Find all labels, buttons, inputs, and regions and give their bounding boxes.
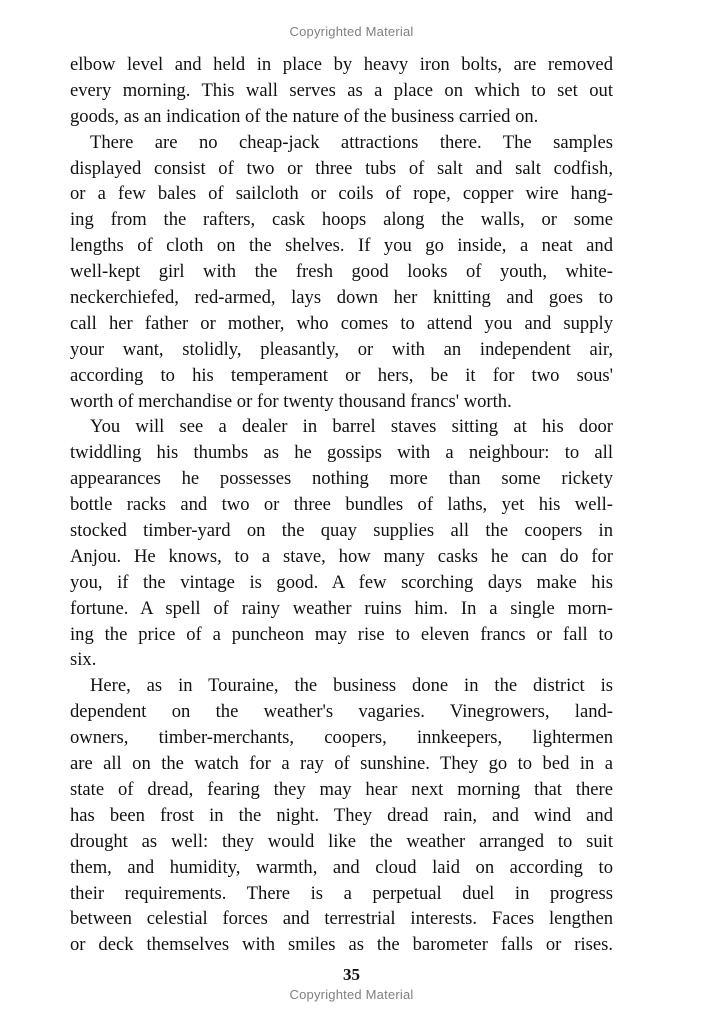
text-line: fortune. A spell of rainy weather ruins him. In a single morn- (70, 597, 613, 619)
text-line: Anjou. He knows, to a stave, how many casks he can do for (70, 545, 613, 567)
text-line: drought as well: they would like the weather arranged to suit (70, 830, 613, 852)
text-line: worth of merchandise or for twenty thousand francs' worth. (70, 390, 512, 412)
text-line: bottle racks and two or three bundles of laths, yet his well- (70, 494, 613, 516)
text-line: appearances he possesses nothing more than some rickety (70, 468, 613, 490)
text-line: lengths of cloth on the shelves. If you go inside, a neat and (70, 235, 613, 257)
text-line: according to his temperament or hers, be it for two sous' (70, 364, 613, 386)
text-line: you, if the vintage is good. A few scorching days make his (70, 571, 613, 593)
copyright-watermark-top: Copyrighted Material (289, 24, 414, 39)
paragraph-start-line: There are no cheap-jack attractions there. The samples (90, 131, 613, 153)
text-line: are all on the watch for a ray of sunshine. They go to bed in a (70, 753, 613, 775)
text-line: every morning. This wall serves as a place on which to set out (70, 79, 613, 101)
text-line: or a few bales of sailcloth or coils of rope, copper wire hang- (70, 183, 613, 205)
text-line: well-kept girl with the fresh good looks of youth, white- (70, 261, 613, 283)
text-line: goods, as an indication of the nature of the business carried on. (70, 105, 539, 127)
text-line: stocked timber-yard on the quay supplies all the coopers in (70, 520, 613, 542)
text-line: owners, timber-merchants, coopers, innkeepers, lightermen (70, 727, 613, 749)
page-body (70, 52, 613, 958)
text-line: them, and humidity, warmth, and cloud laid on according to (70, 856, 613, 878)
text-line: your want, stolidly, pleasantly, or with an independent air, (70, 338, 613, 360)
paragraph-start-line: You will see a dealer in barrel staves sitting at his door (90, 416, 613, 438)
text-line: call her father or mother, who comes to attend you and supply (70, 312, 613, 334)
text-line: or deck themselves with smiles as the barometer falls or rises. (70, 934, 613, 956)
paragraph-start-line: Here, as in Touraine, the business done in the district is (90, 675, 613, 697)
text-line: ing the price of a puncheon may rise to eleven francs or fall to (70, 623, 613, 645)
text-line: dependent on the weather's vagaries. Vinegrowers, land- (70, 701, 613, 723)
text-line: elbow level and held in place by heavy iron bolts, are removed (70, 54, 613, 75)
text-line: between celestial forces and terrestrial interests. Faces lengthen (70, 908, 613, 930)
text-line: state of dread, fearing they may hear next morning that there (70, 778, 613, 800)
text-line: their requirements. There is a perpetual duel in progress (70, 882, 613, 904)
page-number: 35 (343, 965, 360, 984)
text-line: has been frost in the night. They dread rain, and wind and (70, 804, 613, 826)
text-line: six. (70, 649, 97, 671)
text-line: neckerchiefed, red-armed, lays down her knitting and goes to (70, 287, 613, 309)
text-line: twiddling his thumbs as he gossips with a neighbour: to all (70, 442, 613, 464)
text-line: displayed consist of two or three tubs of salt and salt codfish, (70, 157, 613, 179)
text-line: ing from the rafters, cask hoops along the walls, or some (70, 209, 613, 231)
copyright-watermark-bottom: Copyrighted Material (289, 987, 414, 1002)
